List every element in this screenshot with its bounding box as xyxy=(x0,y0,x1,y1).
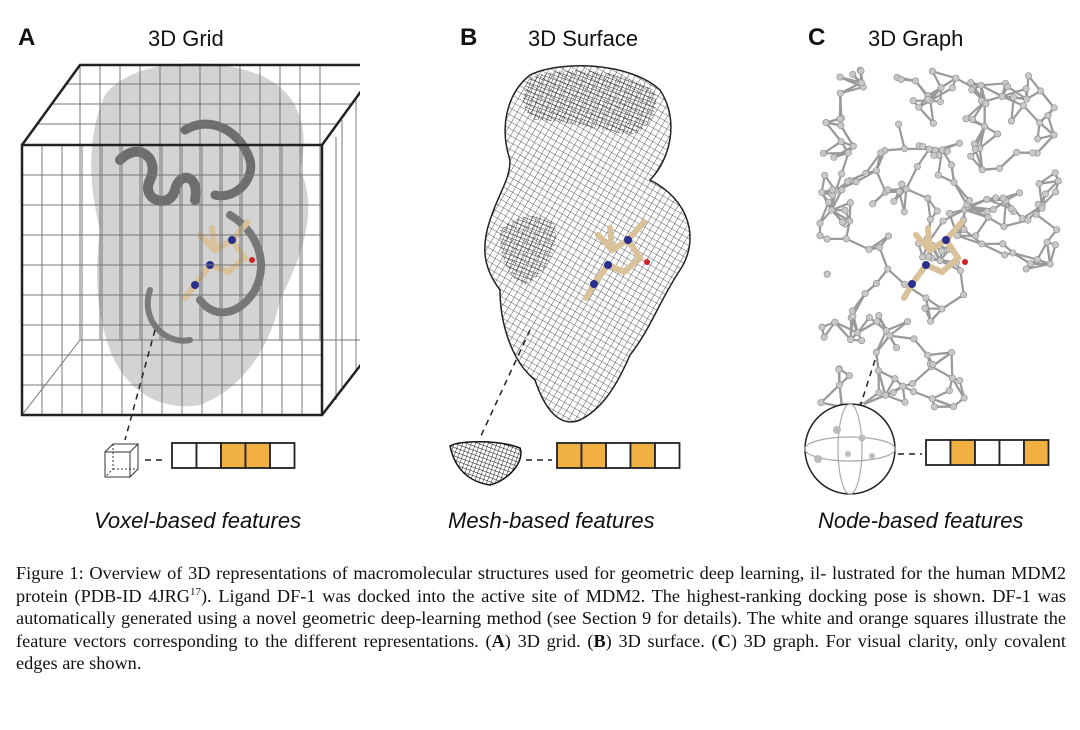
graph-node xyxy=(960,292,966,298)
graph-node xyxy=(817,232,823,238)
graph-node xyxy=(956,377,962,383)
graph-node xyxy=(901,281,907,287)
panel-a-grid xyxy=(0,0,360,540)
graph-node xyxy=(930,361,936,367)
graph-node xyxy=(1047,261,1053,267)
graph-node xyxy=(873,280,879,286)
graph-node xyxy=(979,167,985,173)
graph-node xyxy=(890,389,896,395)
feature-cell-filled xyxy=(221,443,246,468)
graph-node xyxy=(1023,266,1029,272)
graph-edge xyxy=(999,152,1016,168)
graph-node xyxy=(961,226,967,232)
caption-text: Overview of 3D representations of macromolecular structures used for geometric deep learning, il- lustrated for the human MDM2 protein (PDB-ID 4JRG xyxy=(16,563,1066,606)
graph-node xyxy=(948,349,954,355)
feature-cell-empty xyxy=(975,440,1000,465)
graph-node xyxy=(920,254,926,260)
graph-node xyxy=(828,207,834,213)
molecular-graph xyxy=(817,67,1062,410)
graph-edge xyxy=(1036,214,1056,229)
graph-node xyxy=(902,399,908,405)
graph-node xyxy=(901,146,907,152)
graph-node xyxy=(847,199,853,205)
graph-node xyxy=(873,167,879,173)
graph-node xyxy=(858,68,864,74)
graph-node xyxy=(924,195,930,201)
feature-vector xyxy=(557,443,680,468)
feature-cell-filled xyxy=(631,443,656,468)
graph-node xyxy=(978,82,984,88)
graph-node xyxy=(950,403,956,409)
panel-caption: Voxel-based features xyxy=(94,508,302,533)
graph-node xyxy=(984,208,990,214)
graph-node xyxy=(938,84,944,90)
graph-node xyxy=(968,79,974,85)
panel-letter: C xyxy=(808,24,826,51)
graph-node xyxy=(836,366,842,372)
graph-node xyxy=(854,330,860,336)
graph-node xyxy=(939,306,945,312)
graph-node xyxy=(996,165,1002,171)
feature-cell-filled xyxy=(951,440,976,465)
graph-node xyxy=(1025,73,1031,79)
graph-node xyxy=(883,327,889,333)
graph-node xyxy=(920,143,926,149)
graph-node xyxy=(929,68,935,74)
graph-node xyxy=(916,104,922,110)
feature-cell-empty xyxy=(1000,440,1025,465)
graph-node xyxy=(1052,242,1058,248)
graph-edge xyxy=(942,295,964,309)
figure-caption xyxy=(16,562,1066,675)
graph-node xyxy=(929,396,935,402)
graph-node xyxy=(910,98,916,104)
graph-node xyxy=(940,218,946,224)
panel-b-surface xyxy=(360,0,720,540)
graph-edge xyxy=(1023,106,1039,123)
graph-node xyxy=(904,318,910,324)
feature-vector xyxy=(172,443,295,468)
graph-edge xyxy=(821,385,840,403)
graph-node xyxy=(843,236,849,242)
feature-cell-empty xyxy=(270,443,295,468)
graph-node xyxy=(1001,223,1007,229)
graph-node xyxy=(842,207,848,213)
graph-node xyxy=(885,266,891,272)
graph-edge xyxy=(1004,201,1006,227)
feature-cell-filled xyxy=(582,443,607,468)
feature-cell-empty xyxy=(655,443,680,468)
graph-node xyxy=(874,318,880,324)
node-sphere-icon xyxy=(805,404,895,494)
graph-node xyxy=(853,179,859,185)
graph-node xyxy=(1037,88,1043,94)
graph-edge xyxy=(876,171,885,193)
graph-node xyxy=(963,116,969,122)
graph-node xyxy=(949,375,955,381)
graph-node xyxy=(884,187,890,193)
graph-node xyxy=(925,96,931,102)
panel-ref-c: C xyxy=(717,630,731,651)
graph-edge xyxy=(952,352,953,378)
graph-node xyxy=(944,148,950,154)
graph-node xyxy=(946,387,952,393)
graph-node xyxy=(873,349,879,355)
graph-node xyxy=(823,119,829,125)
graph-node xyxy=(858,337,864,343)
graph-node xyxy=(1036,180,1042,186)
graph-node xyxy=(951,179,957,185)
graph-edge xyxy=(899,124,905,149)
graph-node xyxy=(829,186,835,192)
graph-node xyxy=(961,395,967,401)
caption-text: ) 3D surface. ( xyxy=(605,630,718,651)
graph-node xyxy=(901,209,907,215)
graph-node xyxy=(1027,260,1033,266)
feature-cell-filled xyxy=(246,443,271,468)
graph-node xyxy=(934,208,940,214)
graph-node xyxy=(1025,217,1031,223)
graph-node xyxy=(900,383,906,389)
graph-node xyxy=(870,201,876,207)
graph-node xyxy=(818,399,824,405)
graph-node xyxy=(926,146,932,152)
graph-node xyxy=(821,334,827,340)
graph-node xyxy=(925,254,931,260)
graph-node xyxy=(909,380,915,386)
graph-node xyxy=(912,78,918,84)
graph-node xyxy=(1008,205,1014,211)
panel-letter: B xyxy=(460,24,478,51)
graph-node xyxy=(1013,149,1019,155)
graph-node xyxy=(829,192,835,198)
graph-node xyxy=(972,146,978,152)
graph-node xyxy=(862,290,868,296)
graph-node xyxy=(1004,84,1010,90)
feature-cell-empty xyxy=(606,443,631,468)
graph-node xyxy=(837,90,843,96)
graph-node xyxy=(895,121,901,127)
graph-node xyxy=(1001,252,1007,258)
graph-node xyxy=(878,150,884,156)
graph-node xyxy=(876,389,882,395)
graph-node xyxy=(858,80,864,86)
graph-node xyxy=(937,98,943,104)
graph-node xyxy=(990,206,996,212)
graph-node xyxy=(866,314,872,320)
graph-node xyxy=(850,71,856,77)
feature-cell-empty xyxy=(926,440,951,465)
graph-node xyxy=(1029,150,1035,156)
graph-node xyxy=(1034,256,1040,262)
graph-node xyxy=(847,336,853,342)
graph-node xyxy=(1042,191,1048,197)
graph-node xyxy=(994,131,1000,137)
caption-text: ). Ligand DF-1 was docked into the active site of MDM2. The highest-ranking docking pose is shown. DF-1 was automatically generated using a novel geometric deep-learning method (see Section 9 for details). The white and orange squares illustrate the feature vectors corresponding to the different representations. ( xyxy=(16,585,1066,651)
graph-node xyxy=(938,248,944,254)
graph-node xyxy=(983,101,989,107)
panel-ref-b: B xyxy=(593,630,606,651)
graph-node xyxy=(898,76,904,82)
graph-node xyxy=(831,154,837,160)
graph-node xyxy=(850,143,856,149)
graph-edge xyxy=(932,367,952,378)
graph-node xyxy=(935,172,941,178)
graph-node xyxy=(1051,132,1057,138)
graph-node xyxy=(891,198,897,204)
graph-node xyxy=(1023,96,1029,102)
graph-node xyxy=(839,219,845,225)
graph-node xyxy=(1055,178,1061,184)
graph-node xyxy=(969,87,975,93)
graph-node xyxy=(838,122,844,128)
graph-node xyxy=(937,257,943,263)
graph-node xyxy=(1010,250,1016,256)
citation-ref: 17 xyxy=(189,585,201,598)
graph-node xyxy=(927,318,933,324)
graph-node xyxy=(957,267,963,273)
graph-node xyxy=(822,172,828,178)
graph-node xyxy=(911,336,917,342)
graph-node xyxy=(817,220,823,226)
graph-node xyxy=(910,388,916,394)
graph-node xyxy=(876,312,882,318)
graph-node xyxy=(1036,120,1042,126)
graph-illustration xyxy=(720,0,1080,540)
graph-node xyxy=(885,233,891,239)
graph-node xyxy=(832,319,838,325)
graph-node xyxy=(819,189,825,195)
graph-node xyxy=(893,345,899,351)
graph-node xyxy=(836,382,842,388)
graph-node xyxy=(930,120,936,126)
graph-edge xyxy=(906,189,928,198)
panel-ref-a: A xyxy=(491,630,505,651)
mesh-patch-icon xyxy=(450,442,521,485)
graph-node xyxy=(946,210,952,216)
graph-node xyxy=(1020,102,1026,108)
graph-node xyxy=(956,140,962,146)
panel-title: 3D Surface xyxy=(528,26,639,51)
graph-node xyxy=(882,392,888,398)
feature-vector xyxy=(926,440,1049,465)
graph-node xyxy=(953,75,959,81)
feature-cell-filled xyxy=(1024,440,1049,465)
graph-node xyxy=(981,123,987,129)
graph-node xyxy=(1023,86,1029,92)
feature-cell-empty xyxy=(172,443,197,468)
graph-edge xyxy=(890,336,914,339)
graph-node xyxy=(1039,205,1045,211)
graph-node xyxy=(1034,136,1040,142)
caption-text: ) 3D graph. For visual clarity, only covalent edges are shown. xyxy=(16,630,1067,674)
graph-node xyxy=(875,367,881,373)
graph-node xyxy=(866,246,872,252)
panel-c-graph xyxy=(720,0,1080,540)
graph-node xyxy=(927,216,933,222)
graph-node xyxy=(984,196,990,202)
graph-node xyxy=(931,404,937,410)
graph-node xyxy=(892,375,898,381)
graph-node xyxy=(1045,113,1051,119)
graph-edge xyxy=(960,271,963,295)
graph-node xyxy=(837,116,843,122)
graph-node xyxy=(1052,170,1058,176)
graph-node xyxy=(846,372,852,378)
graph-node xyxy=(849,308,855,314)
panel-caption: Mesh-based features xyxy=(448,508,655,533)
graph-node xyxy=(820,150,826,156)
panel-letter: A xyxy=(18,24,36,51)
graph-node xyxy=(1053,227,1059,233)
graph-node xyxy=(1008,118,1014,124)
grid-illustration xyxy=(0,0,360,540)
graph-node xyxy=(972,233,978,239)
graph-node xyxy=(896,188,902,194)
graph-node xyxy=(1000,241,1006,247)
panel-title: 3D Grid xyxy=(148,26,224,51)
graph-node xyxy=(969,116,975,122)
feature-cell-empty xyxy=(197,443,222,468)
graph-edge xyxy=(906,166,917,189)
graph-node xyxy=(825,199,831,205)
graph-node xyxy=(1016,190,1022,196)
graph-node xyxy=(838,171,844,177)
graph-node xyxy=(837,74,843,80)
graph-node xyxy=(949,85,955,91)
voxel-icon xyxy=(105,444,138,477)
graph-node xyxy=(914,163,920,169)
graph-node xyxy=(979,241,985,247)
figure-label: Figure 1: xyxy=(16,563,84,583)
graph-node xyxy=(999,93,1005,99)
graph-node xyxy=(845,150,851,156)
graph-node xyxy=(966,197,972,203)
graph-edge xyxy=(846,239,869,250)
graph-node xyxy=(948,162,954,168)
graph-node xyxy=(1051,105,1057,111)
surface-illustration xyxy=(360,0,720,540)
graph-node xyxy=(985,214,991,220)
graph-edge xyxy=(913,367,932,384)
graph-node xyxy=(924,352,930,358)
graph-node xyxy=(923,295,929,301)
graph-node xyxy=(931,152,937,158)
graph-node xyxy=(1000,195,1006,201)
caption-text: ) 3D grid. ( xyxy=(504,630,594,651)
graph-node xyxy=(838,138,844,144)
panel-title: 3D Graph xyxy=(868,26,964,51)
graph-node xyxy=(968,153,974,159)
graph-edge xyxy=(981,83,1005,85)
graph-node xyxy=(922,305,928,311)
graph-node xyxy=(844,178,850,184)
panel-caption: Node-based features xyxy=(818,508,1024,533)
graph-node xyxy=(1010,94,1016,100)
graph-node xyxy=(899,181,905,187)
graph-node xyxy=(862,170,868,176)
graph-node xyxy=(1044,239,1050,245)
feature-cell-filled xyxy=(557,443,582,468)
graph-node xyxy=(876,244,882,250)
graph-node xyxy=(824,271,830,277)
graph-node xyxy=(839,187,845,193)
graph-node xyxy=(1033,211,1039,217)
graph-node xyxy=(992,195,998,201)
graph-node xyxy=(1052,189,1058,195)
graph-node xyxy=(819,324,825,330)
graph-node xyxy=(824,236,830,242)
